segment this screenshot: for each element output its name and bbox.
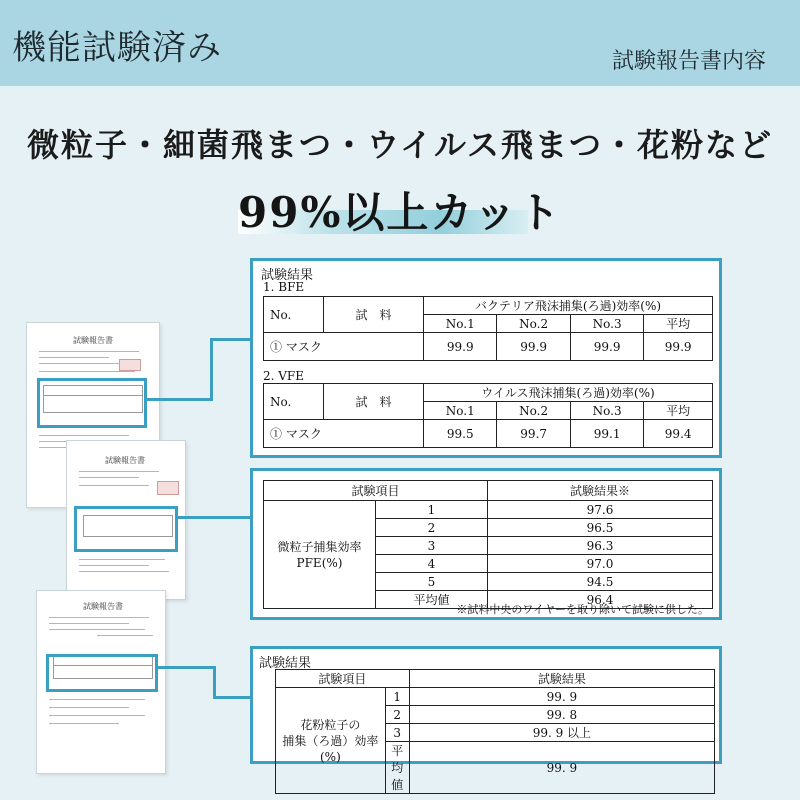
bfe-table xyxy=(263,296,713,361)
doc-line xyxy=(39,351,139,352)
pfe-run-value: 96.5 xyxy=(488,519,713,537)
report-document-2-title: 試験報告書 xyxy=(105,456,145,465)
cut-claim xyxy=(0,180,800,240)
pfe-run-no: 2 xyxy=(376,519,488,537)
doc-line xyxy=(39,371,135,372)
doc-line xyxy=(79,565,149,566)
vfe-sub-header: No.2 xyxy=(497,402,570,420)
connector-3 xyxy=(158,666,216,669)
vfe-value: 99.1 xyxy=(570,420,643,448)
pfe-run-value: 97.6 xyxy=(488,501,713,519)
doc-stamp xyxy=(157,481,179,495)
vfe-section-title: 2. VFE xyxy=(263,369,305,383)
result-box-pollen xyxy=(250,646,722,792)
doc-line xyxy=(39,435,129,436)
bfe-sub-header: No.1 xyxy=(424,315,497,333)
pollen-run-no: 1 xyxy=(385,688,409,706)
vfe-group-header: ウイルス飛沫捕集(ろ過)効率(%) xyxy=(424,384,713,402)
bfe-value: 99.9 xyxy=(497,333,570,361)
pfe-col-result: 試験結果※ xyxy=(488,481,713,501)
pollen-item-label: 花粉粒子の 捕集（ろ過）効率 (%) xyxy=(276,688,386,794)
report-document-1-title: 試験報告書 xyxy=(73,336,113,345)
bfe-row-label: ① マスク xyxy=(264,333,424,361)
bfe-sub-header: 平均 xyxy=(644,315,713,333)
bfe-group-header: バクテリア飛沫捕集(ろ過)効率(%) xyxy=(424,297,713,315)
doc-line xyxy=(79,559,165,560)
pfe-run-no: 3 xyxy=(376,537,488,555)
header-subtitle: 試験報告書内容 xyxy=(611,49,766,74)
bfe-value: 99.9 xyxy=(424,333,497,361)
cut-text: 99%以上カット xyxy=(238,188,562,237)
pfe-run-value: 96.3 xyxy=(488,537,713,555)
connector-3 xyxy=(213,666,216,698)
pfe-note: ※試料中央のワイヤーを取り除いて試験に供した。 xyxy=(456,603,709,616)
pollen-run-value: 99. 9 xyxy=(409,688,714,706)
header-title: 機能試験済み xyxy=(12,28,222,68)
connector-1 xyxy=(210,338,213,401)
pollen-run-no: 2 xyxy=(385,706,409,724)
vfe-col-sample: 試 料 xyxy=(324,384,424,420)
vfe-sub-header: No.1 xyxy=(424,402,497,420)
doc-line xyxy=(39,363,129,364)
vfe-value: 99.4 xyxy=(644,420,713,448)
doc-line xyxy=(49,707,129,708)
result-box-pfe xyxy=(250,468,722,620)
pfe-run-value: 94.5 xyxy=(488,573,713,591)
vfe-table xyxy=(263,383,713,448)
doc-line xyxy=(39,357,109,358)
pfe-col-item: 試験項目 xyxy=(264,481,488,501)
doc-line xyxy=(49,623,129,624)
doc-line xyxy=(97,635,153,636)
connector-1 xyxy=(147,398,213,401)
vfe-value: 99.7 xyxy=(497,420,570,448)
vfe-row-label: ① マスク xyxy=(264,420,424,448)
document-2-highlight xyxy=(74,506,178,552)
result-box-title: 試験結果 xyxy=(259,656,312,671)
connector-1 xyxy=(210,338,250,341)
doc-line xyxy=(49,723,119,724)
doc-line xyxy=(49,617,149,618)
vfe-sub-header: 平均 xyxy=(644,402,713,420)
bfe-section-title: 1. BFE xyxy=(263,280,305,294)
pfe-run-no: 1 xyxy=(376,501,488,519)
document-1-highlight xyxy=(37,378,147,428)
bfe-value: 99.9 xyxy=(570,333,643,361)
bfe-col-no: No. xyxy=(264,297,324,333)
doc-line xyxy=(49,629,145,630)
pollen-average-label: 平均値 xyxy=(385,742,409,794)
bfe-value: 99.9 xyxy=(644,333,713,361)
pfe-run-no: 5 xyxy=(376,573,488,591)
header-bar xyxy=(0,0,800,86)
pollen-col-result: 試験結果 xyxy=(409,670,714,688)
vfe-sub-header: No.3 xyxy=(570,402,643,420)
report-document-3-title: 試験報告書 xyxy=(83,602,123,611)
pfe-run-value: 97.0 xyxy=(488,555,713,573)
pollen-run-no: 3 xyxy=(385,724,409,742)
vfe-col-no: No. xyxy=(264,384,324,420)
connector-3 xyxy=(213,696,253,699)
pfe-average-value: 96.4 xyxy=(488,591,713,609)
headline: 微粒子・細菌飛まつ・ウイルス飛まつ・花粉など xyxy=(26,126,774,164)
pfe-item-label: 微粒子捕集効率 PFE(%) xyxy=(264,501,376,609)
pollen-col-item: 試験項目 xyxy=(276,670,410,688)
connector-2 xyxy=(178,516,252,519)
doc-line xyxy=(79,571,169,572)
pollen-table xyxy=(275,669,715,794)
vfe-value: 99.5 xyxy=(424,420,497,448)
pfe-average-label: 平均値 xyxy=(376,591,488,609)
doc-line xyxy=(79,485,149,486)
pollen-average-value: 99. 9 xyxy=(409,742,714,794)
doc-line xyxy=(49,699,145,700)
bfe-col-sample: 試 料 xyxy=(324,297,424,333)
pfe-table xyxy=(263,480,713,609)
bfe-sub-header: No.3 xyxy=(570,315,643,333)
pollen-run-value: 99. 8 xyxy=(409,706,714,724)
doc-line xyxy=(79,471,159,472)
bfe-sub-header: No.2 xyxy=(497,315,570,333)
doc-stamp xyxy=(119,359,141,371)
document-3-highlight xyxy=(46,654,158,692)
pfe-run-no: 4 xyxy=(376,555,488,573)
doc-line xyxy=(79,477,139,478)
result-box-title: 試験結果 xyxy=(261,268,314,283)
pollen-run-value: 99. 9 以上 xyxy=(409,724,714,742)
doc-line xyxy=(49,715,145,716)
result-box-bfe-vfe xyxy=(250,258,722,458)
